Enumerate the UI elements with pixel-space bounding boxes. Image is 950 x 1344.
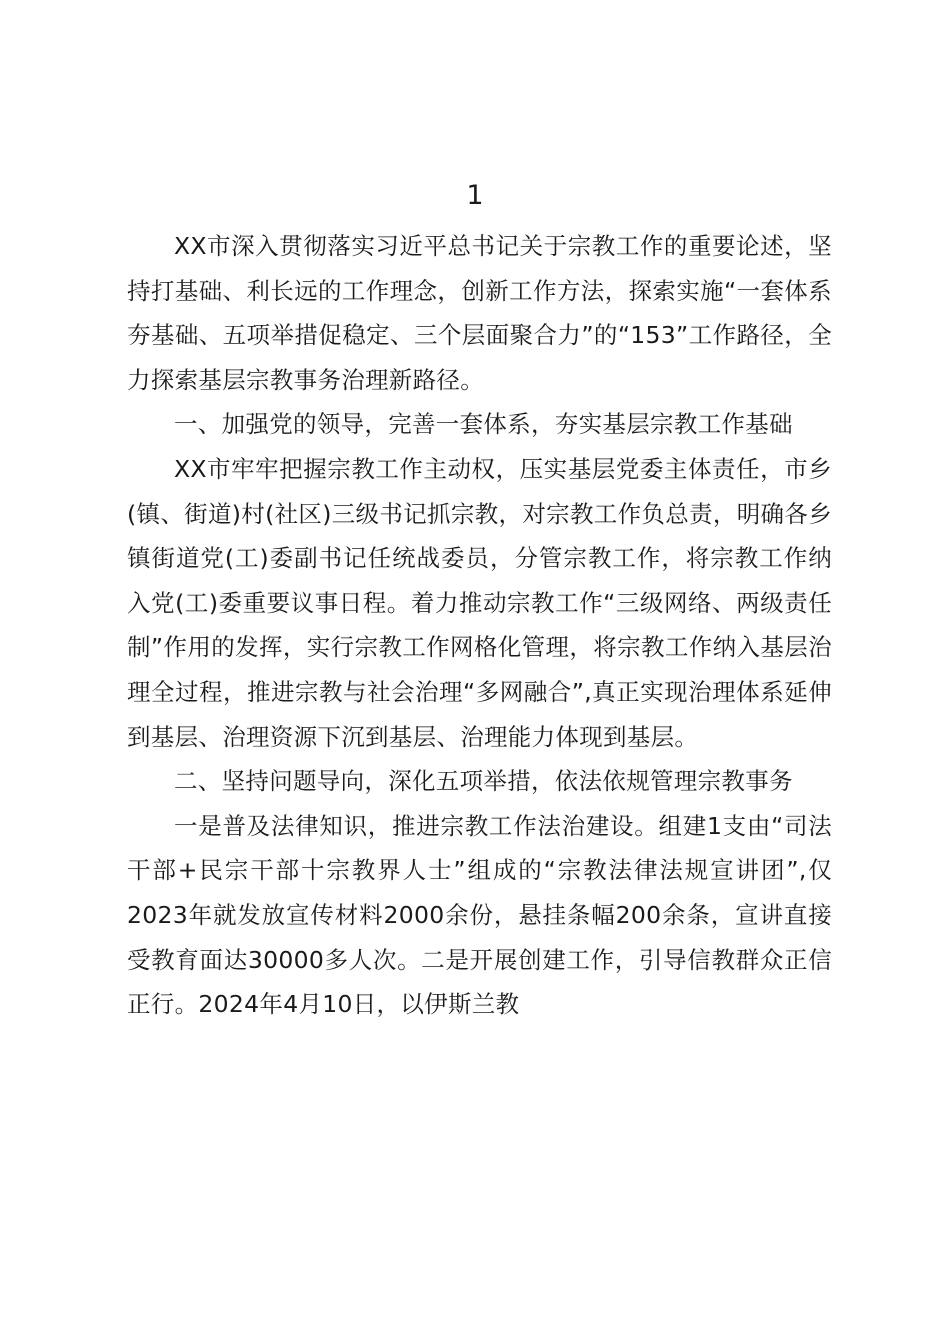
section-2-paragraph: 一是普及法律知识，推进宗教工作法治建设。组建1支由“司法干部+民宗干部十宗教界人士”组成的“宗教法律法规宣讲团”,仅2023年就发放宣传材料2000余份，悬挂条幅200余条，宣讲直接受教育面达30000多人次。二是开展创建工作，引导信教群众正信正行。2024年4月10日，以伊斯兰教 [127,811,832,1019]
intro-paragraph: XX市深入贯彻落实习近平总书记关于宗教工作的重要论述，坚持打基础、利长远的工作理念，创新工作方法，探索实施“一套体系夯基础、五项举措促稳定、三个层面聚合力”的“153”工作路径，全力探索基层宗教事务治理新路径。 [127,232,832,394]
document-body [127,224,832,1027]
page-number: 1 [466,180,484,211]
section-1-paragraph: XX市牢牢把握宗教工作主动权，压实基层党委主体责任，市乡(镇、街道)村(社区)三级书记抓宗教，对宗教工作负总责，明确各乡镇街道党(工)委副书记任统战委员，分管宗教工作，将宗教工作纳入党(工)委重要议事日程。着力推动宗教工作“三级网络、两级责任制”作用的发挥，实行宗教工作网格化管理，将宗教工作纳入基层治理全过程，推进宗教与社会治理“多网融合”,真正实现治理体系延伸到基层、治理资源下沉到基层、治理能力体现到基层。 [127,454,832,751]
section-heading-1: 一、加强党的领导，完善一套体系，夯实基层宗教工作基础 [174,410,793,439]
section-heading-2: 二、坚持问题导向，深化五项举措，依法依规管理宗教事务 [174,767,793,796]
